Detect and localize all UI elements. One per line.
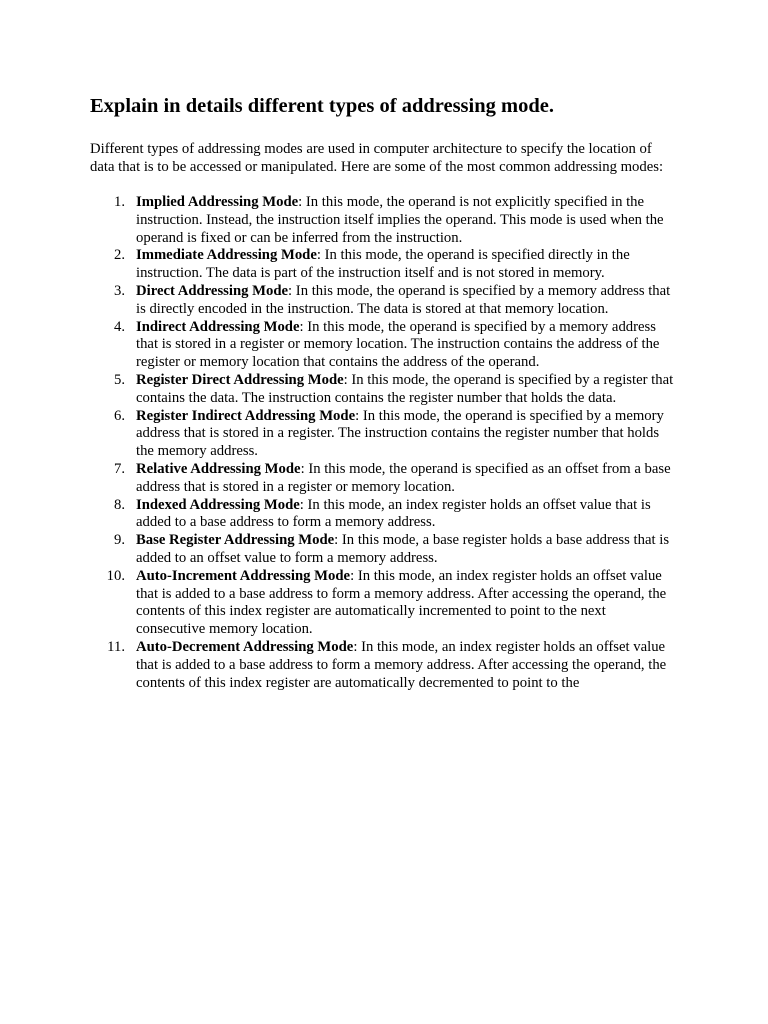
list-item [90,568,678,639]
list-item [90,639,678,692]
list-item-number: 10. [106,567,125,584]
list-item-number: 9. [113,532,125,549]
mode-name: Indexed Addressing Mode [136,496,300,513]
mode-description: : In this mode, the operand is specified by a memory address that is stored in a register or memory location. The instruction contains the address of the register or memory location that contains the address of the operand. [136,318,660,371]
mode-name: Direct Addressing Mode [136,282,289,299]
mode-description: : In this mode, an index register holds an offset value that is added to a base address to form a memory address. [136,496,651,531]
addressing-mode-list [90,194,684,692]
list-item [90,283,678,319]
mode-name: Register Indirect Addressing Mode [136,407,356,424]
list-item-number: 2. [113,247,125,264]
mode-name: Immediate Addressing Mode [136,247,317,264]
list-item [90,372,678,408]
list-item [90,247,678,283]
list-item [90,408,678,461]
mode-description: : In this mode, the operand is specified as an offset from a base address that is stored in a register or memory location. [136,460,671,495]
list-item [90,461,678,497]
mode-name: Implied Addressing Mode [136,194,299,210]
mode-name: Base Register Addressing Mode [136,532,335,549]
mode-name: Relative Addressing Mode [136,460,301,477]
mode-description: : In this mode, the operand is not explicitly specified in the instruction. Instead, the instruction itself implies the operand. This mode is used when the operand is fixed or can be inferred from the instruction. [136,194,664,246]
list-item-number: 5. [113,371,125,388]
mode-description: : In this mode, a base register holds a base address that is added to an offset value to form a memory address. [136,532,670,566]
mode-name: Indirect Addressing Mode [136,318,300,335]
list-item-number: 1. [113,194,125,210]
list-item-number: 6. [113,407,125,424]
mode-description: : In this mode, the operand is specified by a register that contains the data. The instruction contains the register number that holds the data. [136,371,674,406]
page-title: Explain in details different types of addressing mode. [90,95,554,117]
list-item-number: 7. [113,460,125,477]
list-item [90,319,678,372]
mode-description: : In this mode, the operand is specified by a memory address that is directly encoded in the instruction. The data is stored at that memory location. [136,282,671,317]
list-item [90,497,678,533]
list-item [90,194,678,247]
list-item-number: 4. [113,318,125,335]
mode-name: Auto-Decrement Addressing Mode [136,638,354,655]
mode-name: Auto-Increment Addressing Mode [136,567,351,584]
mode-name: Register Direct Addressing Mode [136,371,344,388]
mode-description: : In this mode, the operand is specified directly in the instruction. The data is part of the instruction itself and is not stored in memory. [136,247,630,282]
list-item [90,532,678,568]
intro-paragraph: Different types of addressing modes are used in computer architecture to specify the location of data that is to be accessed or manipulated. Here are some of the most common addressing modes: [90,141,664,175]
list-item-number: 3. [113,282,125,299]
list-item-number: 11. [107,638,125,655]
list-item-number: 8. [113,496,125,513]
mode-description: : In this mode, an index register holds an offset value that is added to a base address to form a memory address. After accessing the operand, the contents of this index register are automatically incremented to point to the next consecutive memory location. [136,567,667,638]
mode-description: : In this mode, the operand is specified by a memory address that is stored in a register. The instruction contains the register number that holds the memory address. [136,407,664,460]
mode-description: : In this mode, an index register holds an offset value that is added to a base address to form a memory address. After accessing the operand, the contents of this index register are automatically decremented to point to the [136,638,667,691]
